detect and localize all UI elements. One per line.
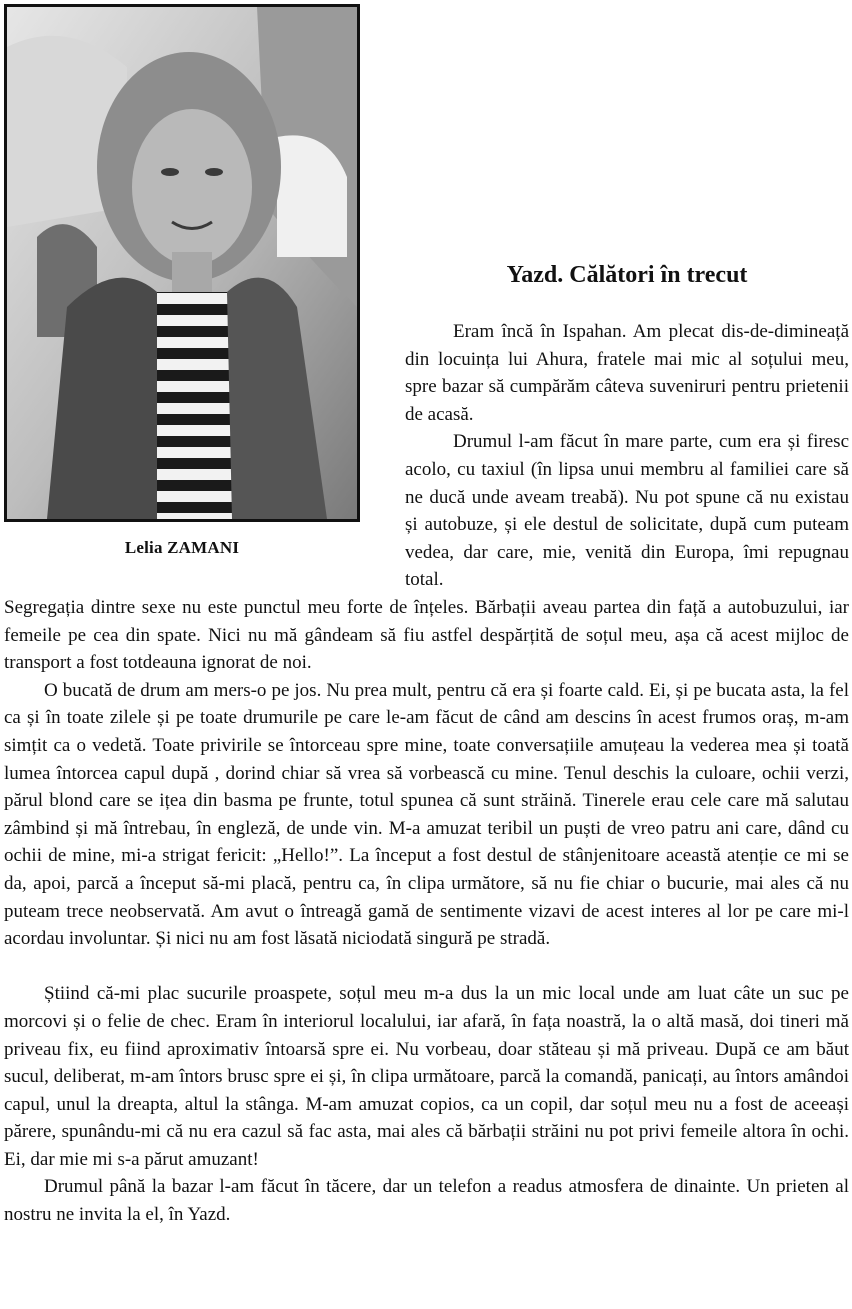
paragraph: O bucată de drum am mers-o pe jos. Nu prea mult, pentru că era și foarte cald. Ei, și pe bucata asta, la fel ca și în toate zilele și pe toate drumurile pe care le-am făcut de când am descins în acest frumos oraș, m-am simțit ca o vedetă. Toate privirile se întorceau spre mine, toate conversațiile amuțeau la vederea mea și toată lumea întorcea capul după , dorind chiar să vrea să vorbească cu mine. Tenul deschis la culoare, ochii verzi, părul blond care se ițea din basma pe frunte, totul spunea că sunt străină. Tinerele erau cele care mă salutau zâmbind și mă întrebau, în engleză, de unde vin. M-a amuzat teribil un puști de vreo patru ani care, dând cu ochii de mine, mi-a strigat fericit: „Hello!”. La început a fost destul de stânjenitoare această atenție ce mi se da, apoi, parcă a început să-mi placă, pentru ca, în clipa următore, să nu fie chiar o bucurie, mai ales că nu puteam trece neobservată. Am avut o întreagă gamă de sentimente vizavi de acest interes al lor pe care mi-l acordau involuntar. Și nici nu am fost lăsată niciodată singură pe stradă. bbox=[4, 679, 849, 950]
full-width-text bbox=[4, 594, 849, 1229]
photo-caption: Lelia ZAMANI bbox=[124, 538, 240, 557]
paragraph: Drumul până la bazar l-am făcut în tăcere, dar un telefon a readus atmosfera de dinainte. Un prieten al nostru ne invita la el, în Yazd. bbox=[4, 1176, 849, 1226]
paragraph: Drumul l-am făcut în mare parte, cum era și firesc acolo, cu taxiul (în lipsa unui membru al familiei care să ne ducă unde aveam treabă). Nu pot spune că nu existau și autobuze, și ele destul de solicitate, după cum puteam vedea, dar care, mie, venită din Europa, îmi repugnau total. bbox=[405, 431, 849, 591]
paragraph: Eram încă în Ispahan. Am plecat dis-de-dimineață din locuința lui Ahura, fratele mai mic al soțului meu, spre bazar să cumpărăm câteva suveniruri pentru prietenii de acasă. bbox=[405, 321, 849, 425]
author-photo bbox=[4, 4, 360, 522]
article-title: Yazd. Călători în trecut bbox=[506, 262, 748, 288]
paragraph-continuation: Segregația dintre sexe nu este punctul meu forte de înțeles. Bărbații aveau partea din față a autobuzului, iar femeile pe cea din spate. Nici nu mă gândeam să fiu astfel despărțită de soțul meu, așa că acest mijloc de transport a fost totdeauna ignorat de noi. bbox=[4, 597, 849, 674]
paragraph: Știind că-mi plac sucurile proaspete, soțul meu m-a dus la un mic local unde am luat câte un suc pe morcovi și o felie de chec. Eram în interiorul localului, iar afară, în fața noastră, la o altă masă, doi tineri mă priveau fix, eu fiind aproximativ întoarsă spre ei. Nu vorbeau, doar stăteau și mă priveau. După ce am băut sucul, deliberat, m-am întors brusc spre ei și, în clipa următoare, parcă la comandă, panicați, au întors amândoi capul, unul la dreapta, altul la stânga. M-am amuzat copios, ca un copil, dar soțul meu nu a fost de aceeași părere, spunându-mi că nu era cazul să fac asta, mai ales că bărbații străini nu pot privi femeile altora în ochi. Ei, dar mie mi s-a părut amuzant! bbox=[4, 983, 849, 1170]
right-column-text bbox=[405, 318, 849, 594]
author-portrait-photo-icon bbox=[7, 7, 357, 519]
